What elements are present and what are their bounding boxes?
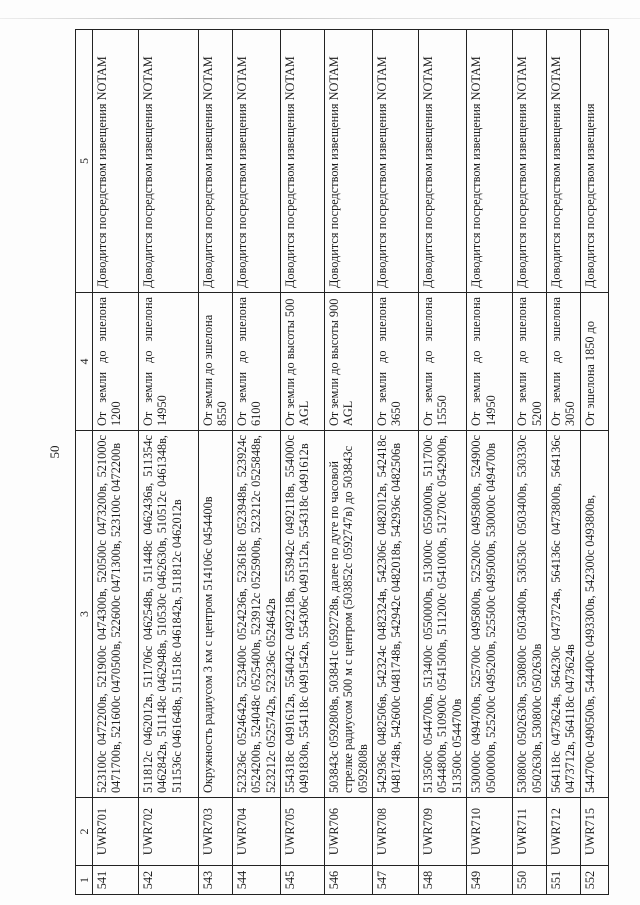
activation-notice: Доводится посредством извещения NOTAM — [280, 30, 324, 293]
vertical-limits: От земли до эшелона 3050 — [546, 293, 580, 431]
row-number: 550 — [513, 866, 547, 895]
header-row — [76, 30, 93, 895]
header-col-2: 2 — [76, 798, 93, 866]
zone-coordinates: 523100с 0472200в, 521900с 0474300в, 520500с 0473200в, 521000с 0471700в, 521600с 0470500в, 522600с 0471300в, 523100с 0472200в — [93, 431, 139, 798]
table-row — [580, 30, 608, 895]
table-row — [93, 30, 139, 895]
vertical-limits: От земли до эшелона 8550 — [199, 293, 233, 431]
zone-coordinates: 513500с 0544700в, 513400с 0550000в, 513000с 0550000в, 511700с 0544800в, 510900с 0541500в, 511200с 0541000в, 512700с 0542900в, 513500с 0544700в — [419, 431, 467, 798]
zone-coordinates: 530800с 0502630в, 530800с 0503400в, 530530с 0503400в, 530330с 0502630в, 530800с 0502630в — [513, 431, 547, 798]
zone-coordinates: 542936с 0482506в, 542324с 0482324в, 542306с 0482012в, 542418с 0481748в, 542600с 0481748в, 542942с 0482018в, 542936с 0482506в — [373, 431, 419, 798]
zone-code: UWR712 — [546, 798, 580, 866]
header-col-4: 4 — [76, 293, 93, 431]
activation-notice: Доводится посредством извещения NOTAM — [513, 30, 547, 293]
vertical-limits: От земли до эшелона 15550 — [419, 293, 467, 431]
vertical-limits: От земли до высоты 500 AGL — [280, 293, 324, 431]
zone-coordinates: 523236с 0524642в, 523400с 0524236в, 523618с 0523948в, 523924с 0524200в, 524048с 0525400в, 523912с 0525900в, 523212с 0525848в, 523212с 0525742в, 523236с 0524642в — [232, 431, 280, 798]
vertical-limits: От земли до высоты 900 AGL — [324, 293, 372, 431]
zone-code: UWR715 — [580, 798, 608, 866]
scan-edge-line — [0, 18, 640, 19]
page-number: 50 — [47, 445, 62, 459]
zone-code: UWR705 — [280, 798, 324, 866]
table-viewport — [75, 30, 597, 895]
row-number: 548 — [419, 866, 467, 895]
vertical-limits: От эшелона 1850 до — [580, 293, 608, 431]
activation-notice: Доводится посредством извещения — [580, 30, 608, 293]
table-row — [280, 30, 324, 895]
row-number: 551 — [546, 866, 580, 895]
row-number: 552 — [580, 866, 608, 895]
activation-notice: Доводится посредством извещения NOTAM — [546, 30, 580, 293]
zone-code: UWR711 — [513, 798, 547, 866]
zone-coordinates: 503843с 0592808в, 503841с 0592728в, далее по дуге по часовой стрелке радиусом 500 м с центром (503852с 0592747в) до 503843с 0592808в — [324, 431, 372, 798]
zone-coordinates: 564118с 0473624в, 564230с 0473724в, 564136с 0473800в, 564136с 0473712в, 564118с 0473624в — [546, 431, 580, 798]
row-number: 547 — [373, 866, 419, 895]
activation-notice: Доводится посредством извещения NOTAM — [93, 30, 139, 293]
rotated-table-container — [75, 30, 597, 895]
zone-code: UWR701 — [93, 798, 139, 866]
row-number: 545 — [280, 866, 324, 895]
vertical-limits: От земли до эшелона 3650 — [373, 293, 419, 431]
table-row — [467, 30, 513, 895]
zone-code: UWR709 — [419, 798, 467, 866]
table-row — [546, 30, 580, 895]
row-number: 544 — [232, 866, 280, 895]
zone-code: UWR704 — [232, 798, 280, 866]
zone-coordinates: 530000с 0494700в, 525700с 0495800в, 525200с 0495800в, 524900с 0500000в, 525200с 0495200в, 525500с 0495000в, 530000с 0494700в — [467, 431, 513, 798]
zone-code: UWR702 — [139, 798, 199, 866]
zone-coordinates: 554318с 0491612в, 554042с 0492218в, 553942с 0492118в, 554000с 0491830в, 554118с 0491542в, 554306с 0491512в, 554318с 0491612в — [280, 431, 324, 798]
row-number: 546 — [324, 866, 372, 895]
zone-code: UWR706 — [324, 798, 372, 866]
header-col-1: 1 — [76, 866, 93, 895]
table-row — [513, 30, 547, 895]
table-row — [324, 30, 372, 895]
airspace-table — [75, 29, 609, 895]
header-col-3: 3 — [76, 431, 93, 798]
row-number: 542 — [139, 866, 199, 895]
table-row — [199, 30, 233, 895]
table-row — [419, 30, 467, 895]
activation-notice: Доводится посредством извещения NOTAM — [199, 30, 233, 293]
row-number: 549 — [467, 866, 513, 895]
table-row — [232, 30, 280, 895]
vertical-limits: От земли до эшелона 5200 — [513, 293, 547, 431]
zone-code: UWR710 — [467, 798, 513, 866]
vertical-limits: От земли до эшелона 14950 — [467, 293, 513, 431]
row-number: 543 — [199, 866, 233, 895]
vertical-limits: От земли до эшелона 14950 — [139, 293, 199, 431]
zone-coordinates: 544700с 0490500в, 544400с 0493300в, 542300с 0493800в, — [580, 431, 608, 798]
zone-coordinates: Окружность радиусом 3 км с центром 514106с 0454400в — [199, 431, 233, 798]
header-col-5: 5 — [76, 30, 93, 293]
zone-coordinates: 511812с 0462012в, 511706с 0462548в, 511448с 0462436в, 511354с 0462842в, 511148с 0462948в, 510530с 0462630в, 510512с 0461348в, 511536с 0461648в, 511518с 0461842в, 511812с 0462012в — [139, 431, 199, 798]
zone-code: UWR708 — [373, 798, 419, 866]
row-number: 541 — [93, 866, 139, 895]
activation-notice: Доводится посредством извещения NOTAM — [373, 30, 419, 293]
table-row — [373, 30, 419, 895]
zone-code: UWR703 — [199, 798, 233, 866]
activation-notice: Доводится посредством извещения NOTAM — [232, 30, 280, 293]
activation-notice: Доводится посредством извещения NOTAM — [139, 30, 199, 293]
table-row — [139, 30, 199, 895]
vertical-limits: От земли до эшелона 1200 — [93, 293, 139, 431]
activation-notice: Доводится посредством извещения NOTAM — [419, 30, 467, 293]
vertical-limits: От земли до эшелона 6100 — [232, 293, 280, 431]
activation-notice: Доводится посредством извещения NOTAM — [467, 30, 513, 293]
activation-notice: Доводится посредством извещения NOTAM — [324, 30, 372, 293]
